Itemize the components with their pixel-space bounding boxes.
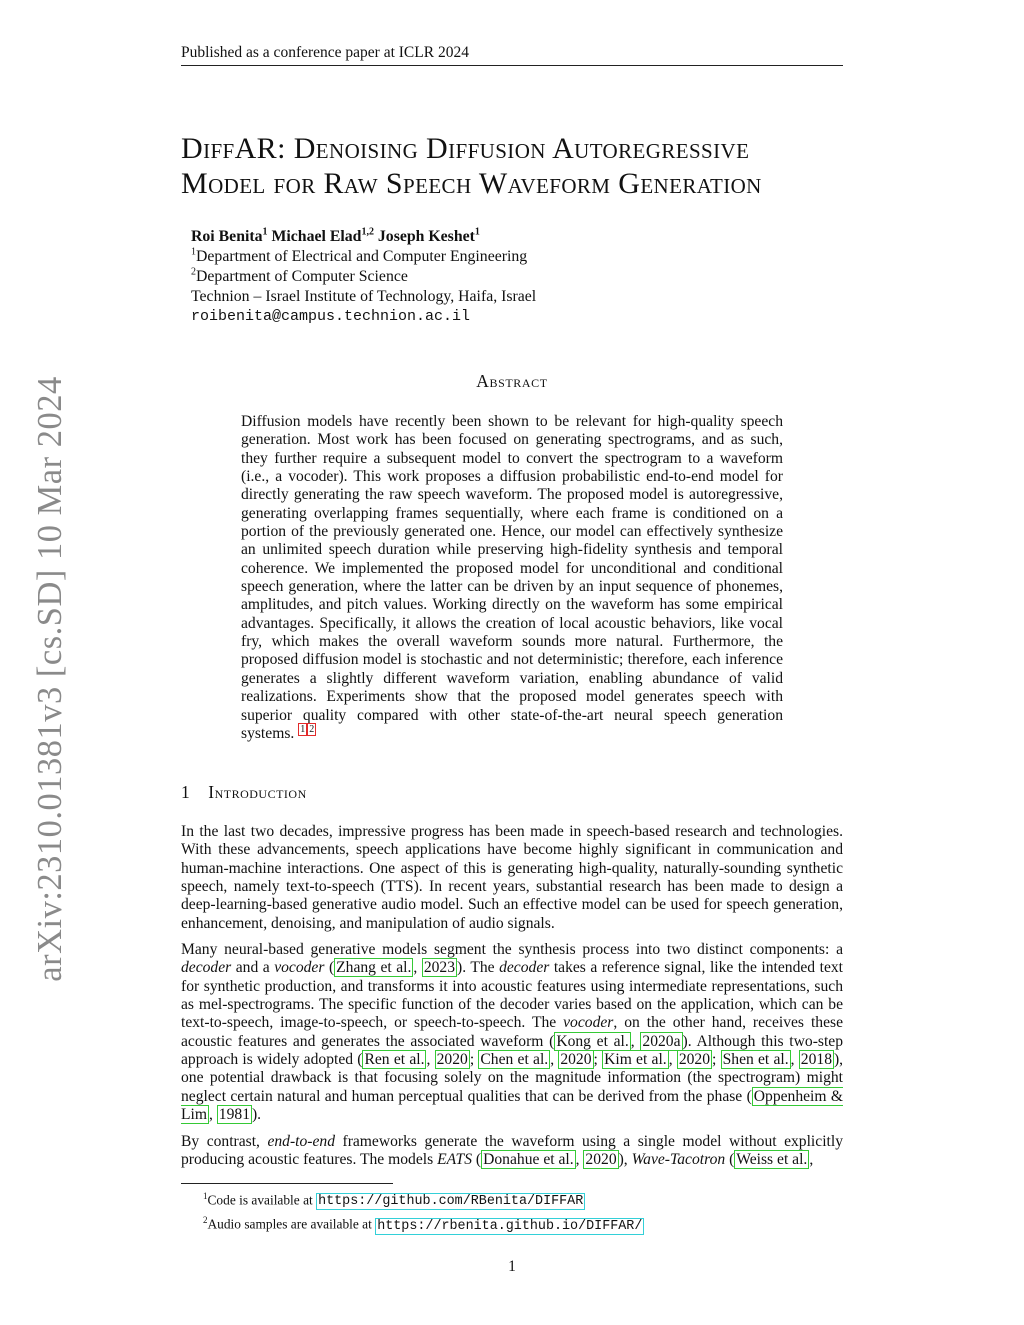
author-name: Joseph Keshet [377, 228, 475, 245]
paragraph: In the last two decades, impressive progress has been made in speech-based research and technologies. With these advancements, speech applications have become highly significant in communication and human-machine interactions. One aspect of this is generating high-quality, naturally-sounding synthetic speech, namely text-to-speech (TTS). In recent years, substantial research has been made to design a deep-learning-based generative audio model. Such an effective model can be used for speech generation, enhancement, denoising, and manipulation of audio signals. [181, 823, 843, 932]
citation-link[interactable]: 2020 [585, 1150, 617, 1168]
footnote-ref-link[interactable]: 2 [309, 723, 315, 735]
author-block [191, 227, 791, 327]
footnote-ref-link[interactable]: 1 [300, 723, 306, 735]
text-run: ( [472, 1150, 482, 1168]
citation-link[interactable]: 2020 [560, 1051, 592, 1069]
body-text [181, 823, 843, 1177]
abstract-text: Diffusion models have recently been shown to be relevant for high-quality speech generation. Most work has been focused on generating spectrograms, and as such, they further require a subsequent model to convert the spectrogram to a waveform (i.e., a vocoder). This work proposes a diffusion probabilistic end-to-end model for directly generating the raw speech waveform. The proposed model is autoregressive, generating overlapping frames sequentially, where each frame is conditioned on a portion of the previously generated one. Hence, our model can effectively synthesize an unlimited speech duration while preserving high-fidelity synthesis and temporal coherence. We implemented the proposed model for unconditional and conditional speech generation, where the latter can be driven by an input sequence of phonemes, amplitudes, and pitch values. Working directly on the waveform has some empirical advantages. Specifically, it allows the creation of local acoustic behaviors, like vocal fry, which makes the overall waveform sounds more natural. Furthermore, the proposed diffusion model is stochastic and not deterministic; therefore, each inference generates a slightly different waveform variation, enabling abundance of valid realizations. Experiments show that the proposed model generates speech with superior quality compared with other state-of-the-art neural speech generation systems. [241, 413, 783, 742]
section-number: 1 [181, 782, 191, 802]
institution: Technion – Israel Institute of Technology, Haifa, Israel [191, 288, 537, 305]
text-run: Many neural-based generative models segment the synthesis process into two distinct components: a [181, 941, 843, 959]
title-line-1: DiffAR: Denoising Diffusion Autoregressive [181, 132, 750, 165]
audio-samples-url-link[interactable]: https://rbenita.github.io/DIFFAR/ [377, 1218, 643, 1234]
abstract-body [241, 413, 783, 743]
text-run: and a [231, 959, 275, 977]
author-affil-sup: 1,2 [361, 226, 374, 238]
text-run: ), one potential drawback is that focusing solely on the magnitude information (the spectrogram) might neglect certain natural and human perceptual qualities that can be derived from the phase ( [181, 1051, 844, 1105]
citation-link[interactable]: Kim et al. [604, 1051, 667, 1069]
title-line-2: Model for Raw Speech Waveform Generation [181, 167, 762, 200]
citation-link[interactable]: 2020 [436, 1051, 468, 1069]
affiliation-1 [191, 247, 791, 267]
affil-text: Department of Computer Science [196, 268, 408, 285]
citation-link[interactable]: Shen et al. [722, 1051, 789, 1069]
citation-link[interactable]: Oppenheim & Lim [181, 1087, 843, 1124]
footnote-sup: 1 [203, 1191, 208, 1201]
citation-link[interactable]: Ren et al. [364, 1051, 425, 1069]
section-title: Introduction [208, 782, 307, 802]
emphasis: EATS [437, 1150, 473, 1168]
citation-link[interactable]: Kong et al. [556, 1032, 629, 1050]
affil-sup: 2 [191, 266, 196, 278]
text-run: frameworks generate the waveform using a single model without explicitly producing acoustic features. The models [181, 1132, 843, 1168]
emphasis: end-to-end [267, 1132, 335, 1150]
footnote-divider [181, 1183, 393, 1184]
citation-link[interactable]: 2023 [423, 959, 456, 977]
affil-text: Department of Electrical and Computer Engineering [196, 248, 528, 265]
text-run: , on the other hand, receives these acoustic features and generates the associated waveform ( [181, 1014, 843, 1050]
author-email[interactable]: roibenita@campus.technion.ac.il [191, 308, 471, 325]
text-run: ( [725, 1150, 735, 1168]
emphasis: Wave-Tacotron [631, 1150, 726, 1168]
section-heading [181, 782, 307, 803]
author-name: Michael Elad [271, 228, 362, 245]
author-names [191, 227, 791, 247]
citation-link[interactable]: Chen et al. [480, 1051, 549, 1069]
footnote-1 [203, 1187, 843, 1211]
emphasis: decoder [499, 959, 550, 977]
author-name: Roi Benita [191, 228, 263, 245]
paragraph: By contrast, end-to-end frameworks generate the waveform using a single model without explicitly producing acoustic features. The models EATS ( Donahue et al. , 2020 ), Wave-Tacotron ( Weiss et al. , [181, 1132, 843, 1168]
emphasis: vocoder [563, 1014, 614, 1032]
footnote-sup: 2 [203, 1215, 208, 1226]
footnote-text: Audio samples are available at [207, 1216, 376, 1232]
text-run: ). The [457, 959, 500, 977]
author-affil-sup: 1 [474, 226, 480, 238]
text-run: ). [251, 1106, 262, 1124]
text-run: ). Although this two-step approach is widely adopted ( [181, 1032, 844, 1069]
affil-sup: 1 [191, 246, 196, 258]
page-number: 1 [508, 1258, 516, 1275]
emphasis: decoder [181, 959, 232, 977]
code-url-link[interactable]: https://github.com/RBenita/DIFFAR [318, 1194, 584, 1210]
footnote-text: Code is available at [207, 1192, 317, 1208]
text-run: ( [324, 959, 335, 977]
author-affil-sup: 1 [262, 226, 268, 238]
emphasis: vocoder [274, 959, 325, 977]
citation-link[interactable]: 1981 [218, 1106, 250, 1124]
citation-link[interactable]: Donahue et al. [483, 1150, 574, 1168]
abstract-heading: Abstract [476, 371, 548, 391]
paper-title [181, 131, 851, 201]
citation-link[interactable]: Zhang et al. [336, 959, 412, 977]
paragraph: Many neural-based generative models segment the synthesis process into two distinct components: a decoder and a vocoder ( Zhang et al. , 2023 ). The decoder takes a reference signal, like the intended text for synthetic production, and transforms it into acoustic features using intermediate representations, such as mel-spectrograms. The specific function of the decoder varies based on the application, which can be text-to-speech, image-to-speech, or speech-to-speech. The vocoder, on the other hand, receives these acoustic features and generates the associated waveform ( Kong et al. , 2020a ). Although this two-step approach is widely adopted ( Ren et al. , 2020 ; Chen et al. , 2020 ; Kim et al. , 2020 ; Shen et al. , 2018 ), one potential drawback is that focusing solely on the magnitude information (the spectrogram) might neglect certain natural and human perceptual qualities that can be derived from the phase ( Oppenheim & Lim , 1981 ). [181, 941, 844, 1124]
footnotes [203, 1187, 843, 1236]
citation-link[interactable]: Weiss et al. [736, 1150, 808, 1168]
affiliation-2 [191, 267, 791, 287]
footnote-2 [203, 1211, 843, 1235]
running-header: Published as a conference paper at ICLR 2024 [181, 44, 843, 66]
text-run: By contrast, [181, 1132, 268, 1150]
arxiv-stamp[interactable]: arXiv:2310.01381v3 [cs.SD] 10 Mar 2024 [31, 376, 69, 982]
text-run: takes a reference signal, like the intended text for synthetic production, and transforms it into acoustic features using intermediate representations, such as mel-spectrograms. The specific function of the decoder varies based on the application, which can be text-to-speech, image-to-speech, or speech-to-speech. The [181, 959, 843, 1032]
text-run: , [809, 1150, 814, 1168]
citation-link[interactable]: 2020a [642, 1032, 681, 1050]
citation-link[interactable]: 2018 [800, 1051, 832, 1069]
text-run: ), [618, 1150, 632, 1168]
citation-link[interactable]: 2020 [678, 1051, 711, 1069]
